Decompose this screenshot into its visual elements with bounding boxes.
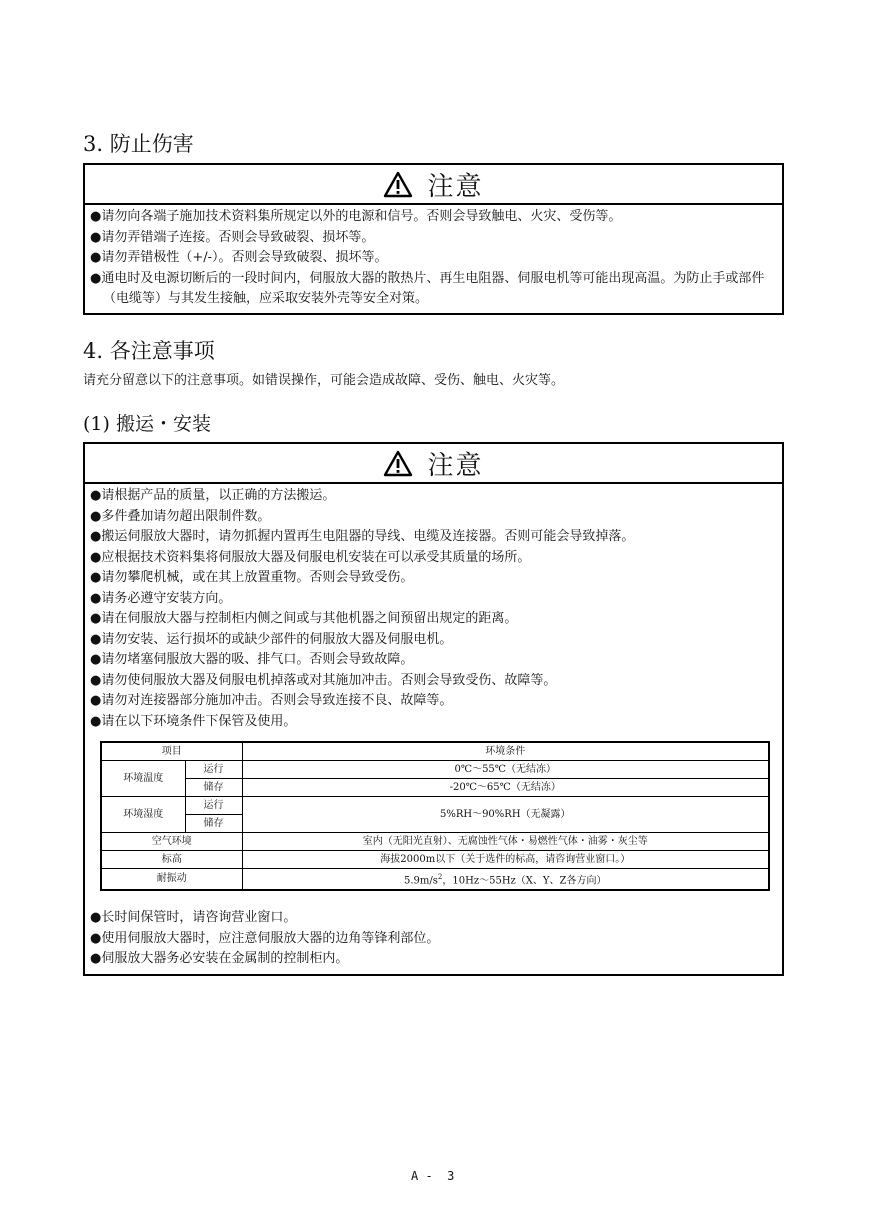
- vibration-value: 5.9m/s: [404, 875, 438, 887]
- superscript: 2: [437, 873, 443, 881]
- table-cell: 室内（无阳光直射）、无腐蚀性气体・易燃性气体・油雾・灰尘等: [242, 833, 769, 851]
- list-item: ●伺服放大器务必安装在金属制的控制柜内。: [90, 951, 349, 966]
- section-4-title: 4. 各注意事项: [83, 339, 215, 363]
- table-cell: 海拔2000m以下（关于选件的标高，请咨询营业窗口。）: [242, 851, 769, 869]
- list-item: ●请勿安装、运行损坏的或缺少部件的伺服放大器及伺服电机。: [90, 631, 453, 647]
- table-row: [101, 869, 769, 891]
- table-cell: 空气环境: [101, 833, 242, 851]
- table-cell: 标高: [101, 851, 242, 869]
- caution-label: 注意: [427, 171, 484, 202]
- list-item: ●请勿向各端子施加技术资料集所规定以外的电源和信号。否则会导致触电、火灾、受伤等。: [90, 209, 622, 224]
- list-item: ●请在伺服放大器与控制柜内侧之间或与其他机器之间预留出规定的距离。: [90, 611, 518, 626]
- table-cell: 耐振动: [101, 869, 242, 891]
- list-item: ●长时间保管时，请咨询营业窗口。: [90, 910, 297, 925]
- list-item: ●请在以下环境条件下保管及使用。: [90, 713, 297, 729]
- table-cell: 运行: [185, 761, 242, 779]
- list-item: ●请根据产品的质量，以正确的方法搬运。: [90, 488, 336, 503]
- list-item: ●多件叠加请勿超出限制件数。: [90, 508, 271, 524]
- list-item: ●请勿攀爬机械，或在其上放置重物。否则会导致受伤。: [90, 570, 414, 585]
- table-row: [101, 797, 769, 815]
- list-item: ●请勿弄错极性（+/-）。否则会导致破裂、损坏等。: [90, 250, 388, 265]
- table-cell: 储存: [185, 815, 242, 833]
- list-item: ●通电时及电源切断后的一段时间内，伺服放大器的散热片、再生电阻器、伺服电机等可能出现高温。为防止手或部件（电缆等）与其发生接触，应采取安装外壳等安全对策。: [90, 270, 765, 306]
- caution-header: [85, 165, 782, 205]
- list-item: ●请务必遵守安装方向。: [90, 590, 232, 606]
- table-cell: 环境湿度: [101, 797, 185, 833]
- caution-header: [85, 444, 782, 484]
- warning-icon: [383, 450, 413, 477]
- section-4-intro: 请充分留意以下的注意事项。如错误操作，可能会造成故障、受伤、触电、火灾等。: [83, 373, 565, 388]
- caution-list-after: [85, 906, 445, 970]
- caution-label: 注意: [427, 450, 484, 481]
- caution-list: [85, 484, 782, 732]
- subsection-title: (1) 搬运・安装: [83, 413, 211, 435]
- table-cell: 环境温度: [101, 761, 185, 797]
- table-row: [101, 851, 769, 869]
- caution-box-transport: [83, 442, 784, 976]
- list-item: ●应根据技术资料集将伺服放大器及伺服电机安装在可以承受其质量的场所。: [90, 549, 531, 565]
- vibration-range: ，10Hz～55Hz（X、Y、Z各方向）: [442, 875, 607, 887]
- table-row: [101, 742, 769, 761]
- table-cell: 储存: [185, 779, 242, 797]
- table-row: [101, 833, 769, 851]
- list-item: ●使用伺服放大器时，应注意伺服放大器的边角等锋利部位。: [90, 930, 440, 946]
- caution-box-injury: [83, 163, 784, 315]
- table-row: [101, 779, 769, 797]
- list-item: ●请勿使伺服放大器及伺服电机掉落或对其施加冲击。否则会导致受伤、故障等。: [90, 672, 557, 688]
- environment-table: [100, 741, 770, 891]
- table-row: [101, 761, 769, 779]
- list-item: ●请勿对连接器部分施加冲击。否则会导致连接不良、故障等。: [90, 693, 453, 708]
- page-number: A - 3: [411, 1169, 455, 1183]
- table-cell: -20℃～65℃（无结冻）: [242, 779, 769, 797]
- warning-icon: [383, 171, 413, 198]
- caution-list: [85, 205, 782, 309]
- table-cell: 运行: [185, 797, 242, 815]
- table-header-item: 项目: [101, 742, 242, 761]
- table-cell: 5%RH～90%RH（无凝露）: [242, 797, 769, 833]
- table-cell: 0℃～55℃（无结冻）: [242, 761, 769, 779]
- list-item: ●请勿弄错端子连接。否则会导致破裂、损坏等。: [90, 229, 375, 245]
- list-item: ●搬运伺服放大器时，请勿抓握内置再生电阻器的导线、电缆及连接器。否则可能会导致掉落。: [90, 529, 635, 544]
- table-cell: [242, 869, 769, 891]
- list-item: ●请勿堵塞伺服放大器的吸、排气口。否则会导致故障。: [90, 652, 414, 667]
- section-3-title: 3. 防止伤害: [83, 132, 194, 156]
- table-header-condition: 环境条件: [242, 742, 769, 761]
